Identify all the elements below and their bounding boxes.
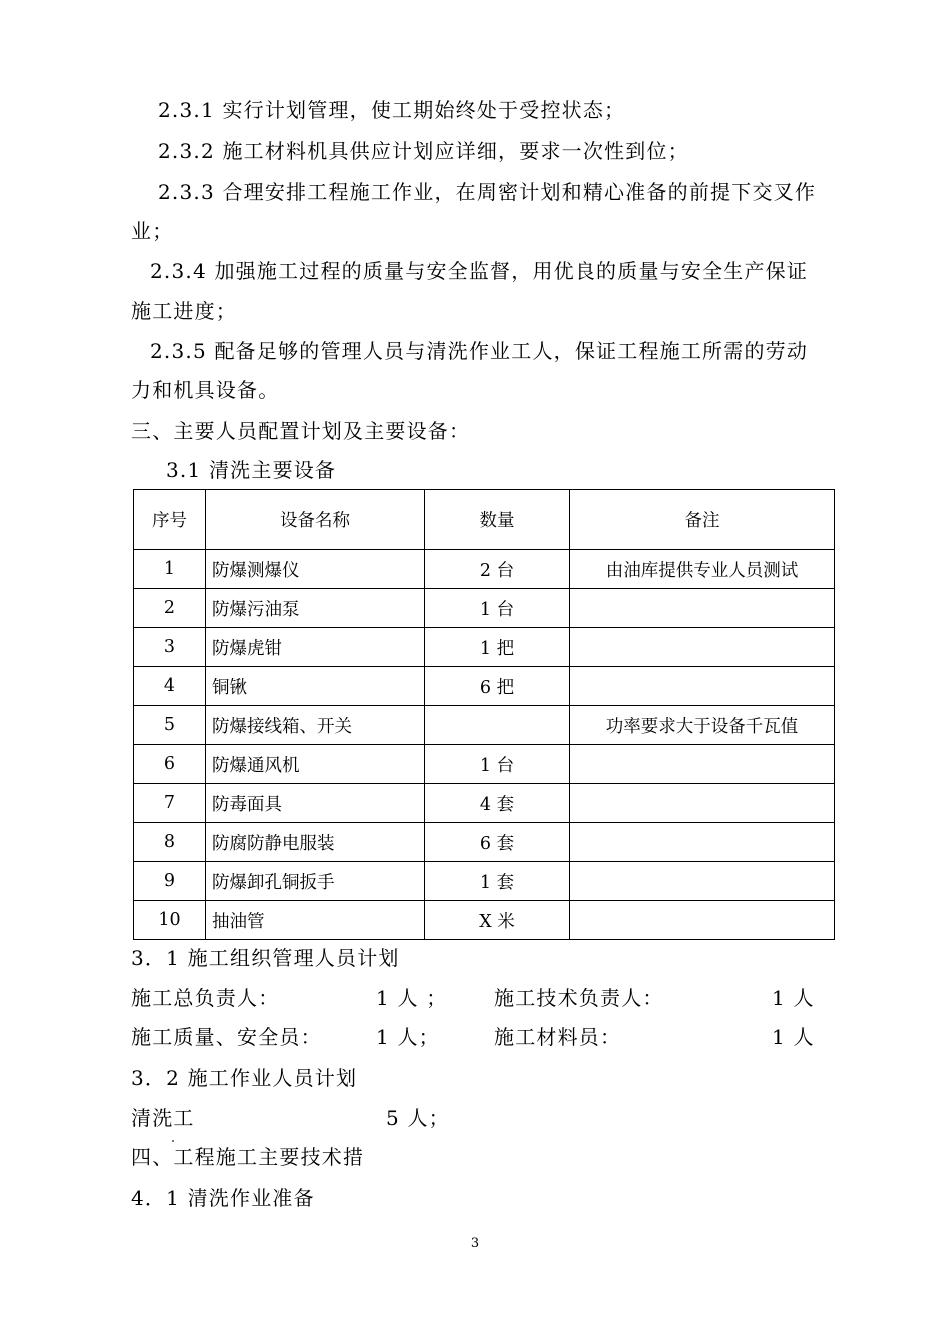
equipment-name-cell: 防爆通风机 [206,745,425,784]
remark-cell [570,823,835,862]
section-4-heading: 四、工程施工主要技术措 [131,1145,365,1169]
table-row [134,862,835,901]
table-header-cell: 序号 [134,490,206,550]
table-row [134,901,835,940]
row-number-cell: 2 [134,589,206,628]
remark-cell [570,628,835,667]
row-number-cell: 6 [134,745,206,784]
quantity-cell: 1 把 [425,628,570,667]
remark-cell [570,862,835,901]
stray-mark [172,1140,174,1142]
row-number-cell: 1 [134,550,206,589]
equipment-name-cell: 防爆卸孔铜扳手 [206,862,425,901]
row-number-cell: 10 [134,901,206,940]
equipment-name-cell: 防毒面具 [206,784,425,823]
section-3-heading: 三、主要人员配置计划及主要设备： [131,419,471,443]
table-header-cell: 数量 [425,490,570,550]
paragraph-2-3-4-line1: 2.3.4 加强施工过程的质量与安全监督，用优良的质量与安全生产保证 [150,259,809,283]
quantity-cell: 1 套 [425,862,570,901]
staff-row1-value-b: 1 人 [772,986,815,1010]
row-number-cell: 3 [134,628,206,667]
paragraph-2-3-5-line1: 2.3.5 配备足够的管理人员与清洗作业工人，保证工程施工所需的劳动 [150,339,809,363]
quantity-cell: 1 台 [425,745,570,784]
equipment-name-cell: 防爆污油泵 [206,589,425,628]
table-header-cell: 设备名称 [206,490,425,550]
staff-row2-value-a: 1 人； [376,1025,440,1049]
equipment-table-body [134,490,835,940]
staff-row1-label-b: 施工技术负责人： [494,986,664,1010]
remark-cell [570,784,835,823]
equipment-name-cell: 防爆虎钳 [206,628,425,667]
worker-row-value: 5 人； [386,1106,450,1130]
equipment-name-cell: 防爆接线箱、开关 [206,706,425,745]
staff-row1-label-a: 施工总负责人： [131,986,280,1010]
table-row [134,550,835,589]
staff-row1-value-a: 1 人 ； [376,986,448,1010]
row-number-cell: 7 [134,784,206,823]
table-row [134,589,835,628]
staff-row2-label-b: 施工材料员： [494,1025,622,1049]
quantity-cell: X 米 [425,901,570,940]
remark-cell: 由油库提供专业人员测试 [570,550,835,589]
table-row [134,628,835,667]
row-number-cell: 5 [134,706,206,745]
paragraph-2-3-5-line2: 力和机具设备。 [131,378,280,402]
worker-plan-heading: 3．2 施工作业人员计划 [131,1066,358,1090]
paragraph-2-3-3-line1: 2.3.3 合理安排工程施工作业，在周密计划和精心准备的前提下交叉作 [158,180,817,204]
paragraph-2-3-4-line2: 施工进度； [131,299,237,323]
table-row [134,784,835,823]
paragraph-2-3-3-line2: 业； [131,219,174,243]
quantity-cell: 6 把 [425,667,570,706]
staff-row2-value-b: 1 人 [772,1025,815,1049]
equipment-name-cell: 防腐防静电服装 [206,823,425,862]
page-number: 3 [470,1236,480,1251]
equipment-table [133,489,835,940]
table-header-cell: 备注 [570,490,835,550]
quantity-cell [425,706,570,745]
quantity-cell: 4 套 [425,784,570,823]
remark-cell [570,745,835,784]
remark-cell: 功率要求大于设备千瓦值 [570,706,835,745]
remark-cell [570,667,835,706]
remark-cell [570,901,835,940]
paragraph-2-3-1: 2.3.1 实行计划管理，使工期始终处于受控状态； [158,98,626,122]
row-number-cell: 4 [134,667,206,706]
table-row [134,667,835,706]
paragraph-2-3-2: 2.3.2 施工材料机具供应计划应详细，要求一次性到位； [158,139,689,163]
staff-row2-label-a: 施工质量、安全员： [131,1025,322,1049]
table-header-row [134,490,835,550]
staff-plan-heading: 3．1 施工组织管理人员计划 [131,946,400,970]
quantity-cell: 2 台 [425,550,570,589]
worker-row-label: 清洗工 [131,1106,195,1130]
remark-cell [570,589,835,628]
table-row [134,706,835,745]
table-row [134,823,835,862]
row-number-cell: 9 [134,862,206,901]
quantity-cell: 1 台 [425,589,570,628]
row-number-cell: 8 [134,823,206,862]
quantity-cell: 6 套 [425,823,570,862]
equipment-name-cell: 抽油管 [206,901,425,940]
equipment-name-cell: 防爆测爆仪 [206,550,425,589]
subsection-4-1-heading: 4．1 清洗作业准备 [131,1186,315,1210]
subsection-3-1-heading: 3.1 清洗主要设备 [166,458,337,482]
equipment-name-cell: 铜锹 [206,667,425,706]
table-row [134,745,835,784]
